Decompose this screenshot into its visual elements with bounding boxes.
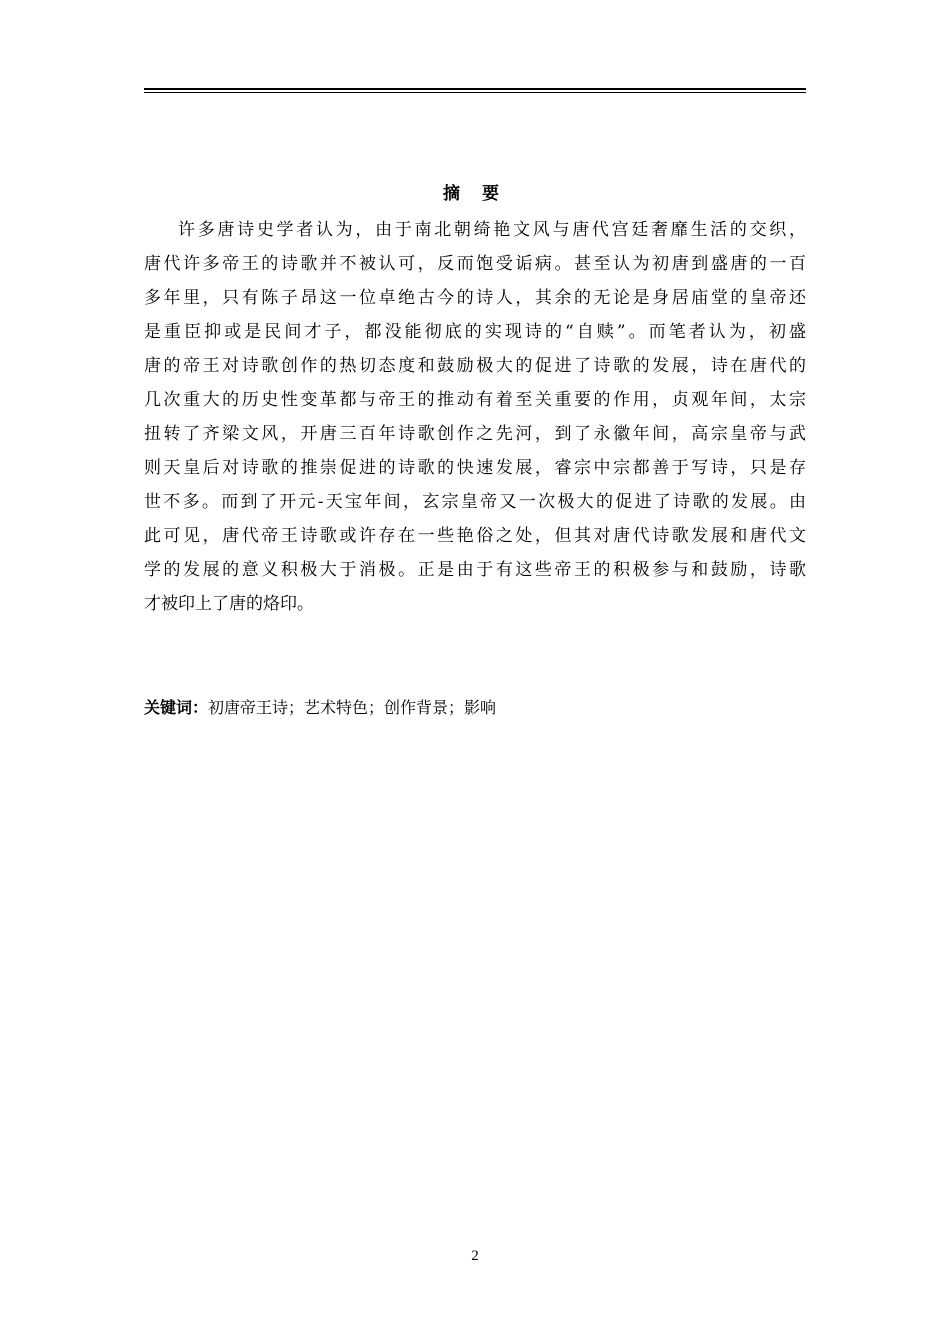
abstract-line: 此可见，唐代帝王诗歌或许存在一些艳俗之处，但其对唐代诗歌发展和唐代文 [144,526,806,546]
keywords [144,694,496,722]
abstract-line: 则天皇后对诗歌的推崇促进的诗歌的快速发展，睿宗中宗都善于写诗，只是存 [144,458,806,478]
keywords-text: 初唐帝王诗；艺术特色；创作背景；影响 [208,698,497,717]
abstract-line: 学的发展的意义积极大于消极。正是由于有这些帝王的积极参与和鼓励，诗歌 [144,560,806,580]
abstract-line: 唐代许多帝王的诗歌并不被认可，反而饱受诟病。甚至认为初唐到盛唐的一百 [144,254,806,274]
abstract-line: 许多唐诗史学者认为，由于南北朝绮艳文风与唐代宫廷奢靡生活的交织， [178,220,806,240]
abstract-line: 几次重大的历史性变革都与帝王的推动有着至关重要的作用，贞观年间，太宗 [144,390,806,410]
abstract-title: 摘 要 [443,184,507,204]
header-rule-secondary [144,92,806,93]
keywords-label: 关键词： [144,698,209,717]
header-rule [144,88,806,90]
page-number: 2 [471,1248,479,1264]
abstract-line: 世不多。而到了开元-天宝年间，玄宗皇帝又一次极大的促进了诗歌的发展。由 [144,492,806,512]
abstract-line: 是重臣抑或是民间才子，都没能彻底的实现诗的“自赎”。而笔者认为，初盛 [144,322,806,342]
abstract-line: 才被印上了唐的烙印。 [144,594,314,614]
abstract-body [144,213,806,621]
abstract-line: 唐的帝王对诗歌创作的热切态度和鼓励极大的促进了诗歌的发展，诗在唐代的 [144,356,806,376]
abstract-line: 扭转了齐梁文风，开唐三百年诗歌创作之先河，到了永徽年间，高宗皇帝与武 [144,424,806,444]
abstract-line: 多年里，只有陈子昂这一位卓绝古今的诗人，其余的无论是身居庙堂的皇帝还 [144,288,806,308]
